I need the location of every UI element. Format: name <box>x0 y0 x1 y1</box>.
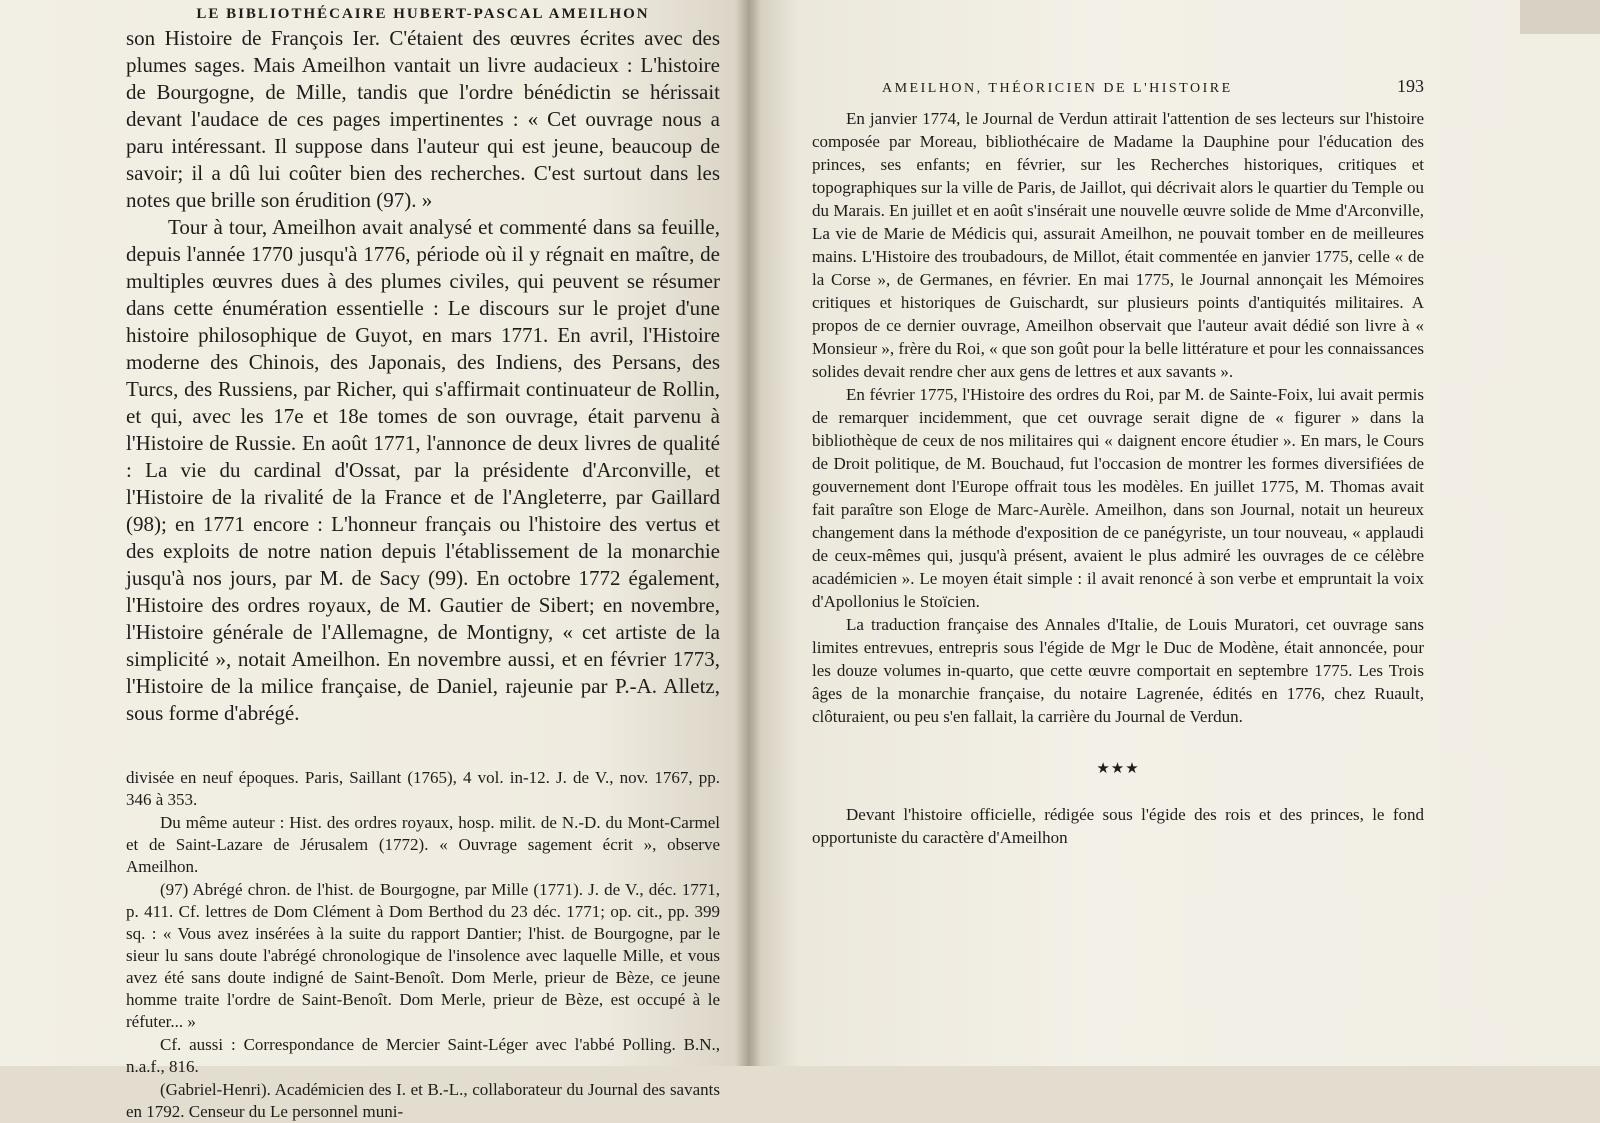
right-paragraph-1: En janvier 1774, le Journal de Verdun attirait l'attention de ses lecteurs sur l'histoire composée par Moreau, bibliothécaire de Madame la Dauphine pour l'éducation des princes, ses enfants; en février, sur les Recherches historiques, critiques et topographiques sur la ville de Paris, de Jaillot, qui décrivait alors le quartier du Temple ou du Marais. En juillet et en août s'insérait une nouvelle œuvre solide de Mme d'Arconville, La vie de Marie de Médicis qui, assurait Ameilhon, ne pouvait tomber en de meilleures mains. L'Histoire des troubadours, de Millot, était commentée en janvier 1775, celle « de la Corse », de Germanes, en février. En mai 1775, le Journal annonçait les Mémoires critiques et historiques de Guischardt, sur plusieurs points d'antiquités militaires. A propos de ce dernier ouvrage, Ameilhon observait que l'auteur avait dédié son livre à « Monsieur », frère du Roi, « que son goût pour la belle littérature et pour les connaissances solides devait rendre cher aux gens de lettres et aux savants ». <box>812 109 1424 381</box>
left-page <box>0 0 748 1121</box>
right-paragraph-3: La traduction française des Annales d'Italie, de Louis Muratori, cet ouvrage sans limites entrevues, entrepris sous l'égide de Mgr le Duc de Modène, était annoncée, pour les douze volumes in-quarto, que cette œuvre comportait en septembre 1775. Les Trois âges de la monarchie française, du notaire Lagrenée, édités en 1776, chez Ruault, clôturaient, ou peu s'en fallait, la carrière du Journal de Verdun. <box>812 615 1424 726</box>
left-paragraph-1: son Histoire de François Ier. C'étaient des œuvres écrites avec des plumes sages. Mais Ameilhon vantait un livre audacieux : L'histoire de Bourgogne, de Mille, tandis que l'ordre bénédictin se hérissait devant l'audace de ces pages impertinentes : « Cet ouvrage nous a paru intéressant. Il suppose dans l'auteur qui est jeune, beaucoup de savoir; il a dû lui coûter bien des recherches. C'est surtout dans les notes que brille son érudition (97). » <box>126 26 720 212</box>
left-paragraph-2: Tour à tour, Ameilhon avait analysé et commenté dans sa feuille, depuis l'année 1770 jusqu'à 1776, période où il y régnait en maître, de multiples œuvres dues à des plumes civiles, qui peuvent se résumer dans cette énumération essentielle : Le discours sur le projet d'une histoire philosophique de Guyot, en mars 1771. En avril, l'Histoire moderne des Chinois, des Japonais, des Indiens, des Persans, des Turcs, des Russiens, par Richer, qui s'affirmait continuateur de Rollin, et qui, avec les 17e et 18e tomes de son ouvrage, était parvenu à l'Histoire de Russie. En août 1771, l'annonce de deux livres de qualité : La vie du cardinal d'Ossat, par la présidente d'Arconville, et l'Histoire de la rivalité de la France et de l'Angleterre, par Gaillard (98); en 1771 encore : L'honneur français ou l'histoire des vertus et des exploits de notre nation depuis l'établissement de la monarchie jusqu'à nos jours, par M. de Sacy (99). En octobre 1772 également, l'Histoire des ordres royaux, de M. Gautier de Sibert; en novembre, l'Histoire générale de l'Allemagne, de Montigny, « cet artiste de la simplicité », notait Ameilhon. En novembre aussi, et en février 1773, l'Histoire de la milice française, de Daniel, rajeunie par P.-A. Alletz, sous forme d'abrégé. <box>126 215 720 725</box>
left-main-text <box>126 25 720 727</box>
right-page <box>748 0 1600 1066</box>
running-head-right <box>812 76 1424 97</box>
page-corner <box>1520 0 1600 34</box>
running-head-title: AMEILHON, THÉORICIEN DE L'HISTOIRE <box>882 81 1233 96</box>
footnote-4: Cf. aussi : Correspondance de Mercier Saint-Léger avec l'abbé Polling. B.N., n.a.f., 816. <box>126 1035 720 1076</box>
left-footnotes <box>126 767 720 1123</box>
running-head-left: LE BIBLIOTHÉCAIRE HUBERT-PASCAL AMEILHON <box>196 6 650 22</box>
page-number: 193 <box>1397 76 1424 96</box>
footnote-3: (97) Abrégé chron. de l'hist. de Bourgogne, par Mille (1771). J. de V., déc. 1771, p. 411. Cf. lettres de Dom Clément à Dom Berthod du 23 déc. 1771; op. cit., pp. 399 sq. : « Vous avez insérées à la suite du rapport Dantier; l'hist. de Bourgogne, par le sieur lu sans doute l'abrégé chronologique de l'insolence avec laquelle Mille, et vous avez été sans doute indigné de Saint-Benoît. Dom Merle, prieur de Bèze, ce jeune homme traite l'ordre de Saint-Benoît. Dom Merle, prieur de Bèze, est occupé à le réfuter... » <box>126 880 720 1031</box>
book-gutter-shadow <box>735 0 761 1066</box>
right-main-text <box>812 107 1424 849</box>
section-stars: ★★★ <box>1096 761 1140 777</box>
footnote-2: Du même auteur : Hist. des ordres royaux, hosp. milit. de N.-D. du Mont-Carmel et de Saint-Lazare de Jérusalem (1772). « Ouvrage sagement écrit », observe Ameilhon. <box>126 813 720 876</box>
footnote-5: (Gabriel-Henri). Académicien des I. et B.-L., collaborateur du Journal des savants en 1792. Censeur du Le personnel muni- <box>126 1080 720 1121</box>
right-paragraph-2: En février 1775, l'Histoire des ordres du Roi, par M. de Sainte-Foix, lui avait permis de remarquer incidemment, que cet ouvrage serait digne de « figurer » dans la bibliothèque de ceux de nos militaires qui « daignent encore étudier ». En mars, le Cours de Droit politique, de M. Bouchaud, fut l'occasion de montrer les formes diversifiées de gouvernement dont l'Europe offrait tous les modèles. En juillet 1775, M. Thomas avait fait paraître son Eloge de Marc-Aurèle. Ameilhon, dans son Journal, notait un heureux changement dans la méthode d'exposition de ce panégyriste, un tour nouveau, « applaudi de ceux-mêmes qui, jusqu'à présent, avaient le plus admiré les ouvrages de ce célèbre académicien ». Le moyen était simple : il avait renoncé à son verbe et empruntait la voix d'Apollonius le Stoïcien. <box>812 385 1424 611</box>
right-closing-paragraph: Devant l'histoire officielle, rédigée sous l'égide des rois et des princes, le fond opportuniste du caractère d'Ameilhon <box>812 805 1424 847</box>
footnote-1: divisée en neuf époques. Paris, Saillant (1765), 4 vol. in-12. J. de V., nov. 1767, pp. 346 à 353. <box>126 768 720 809</box>
